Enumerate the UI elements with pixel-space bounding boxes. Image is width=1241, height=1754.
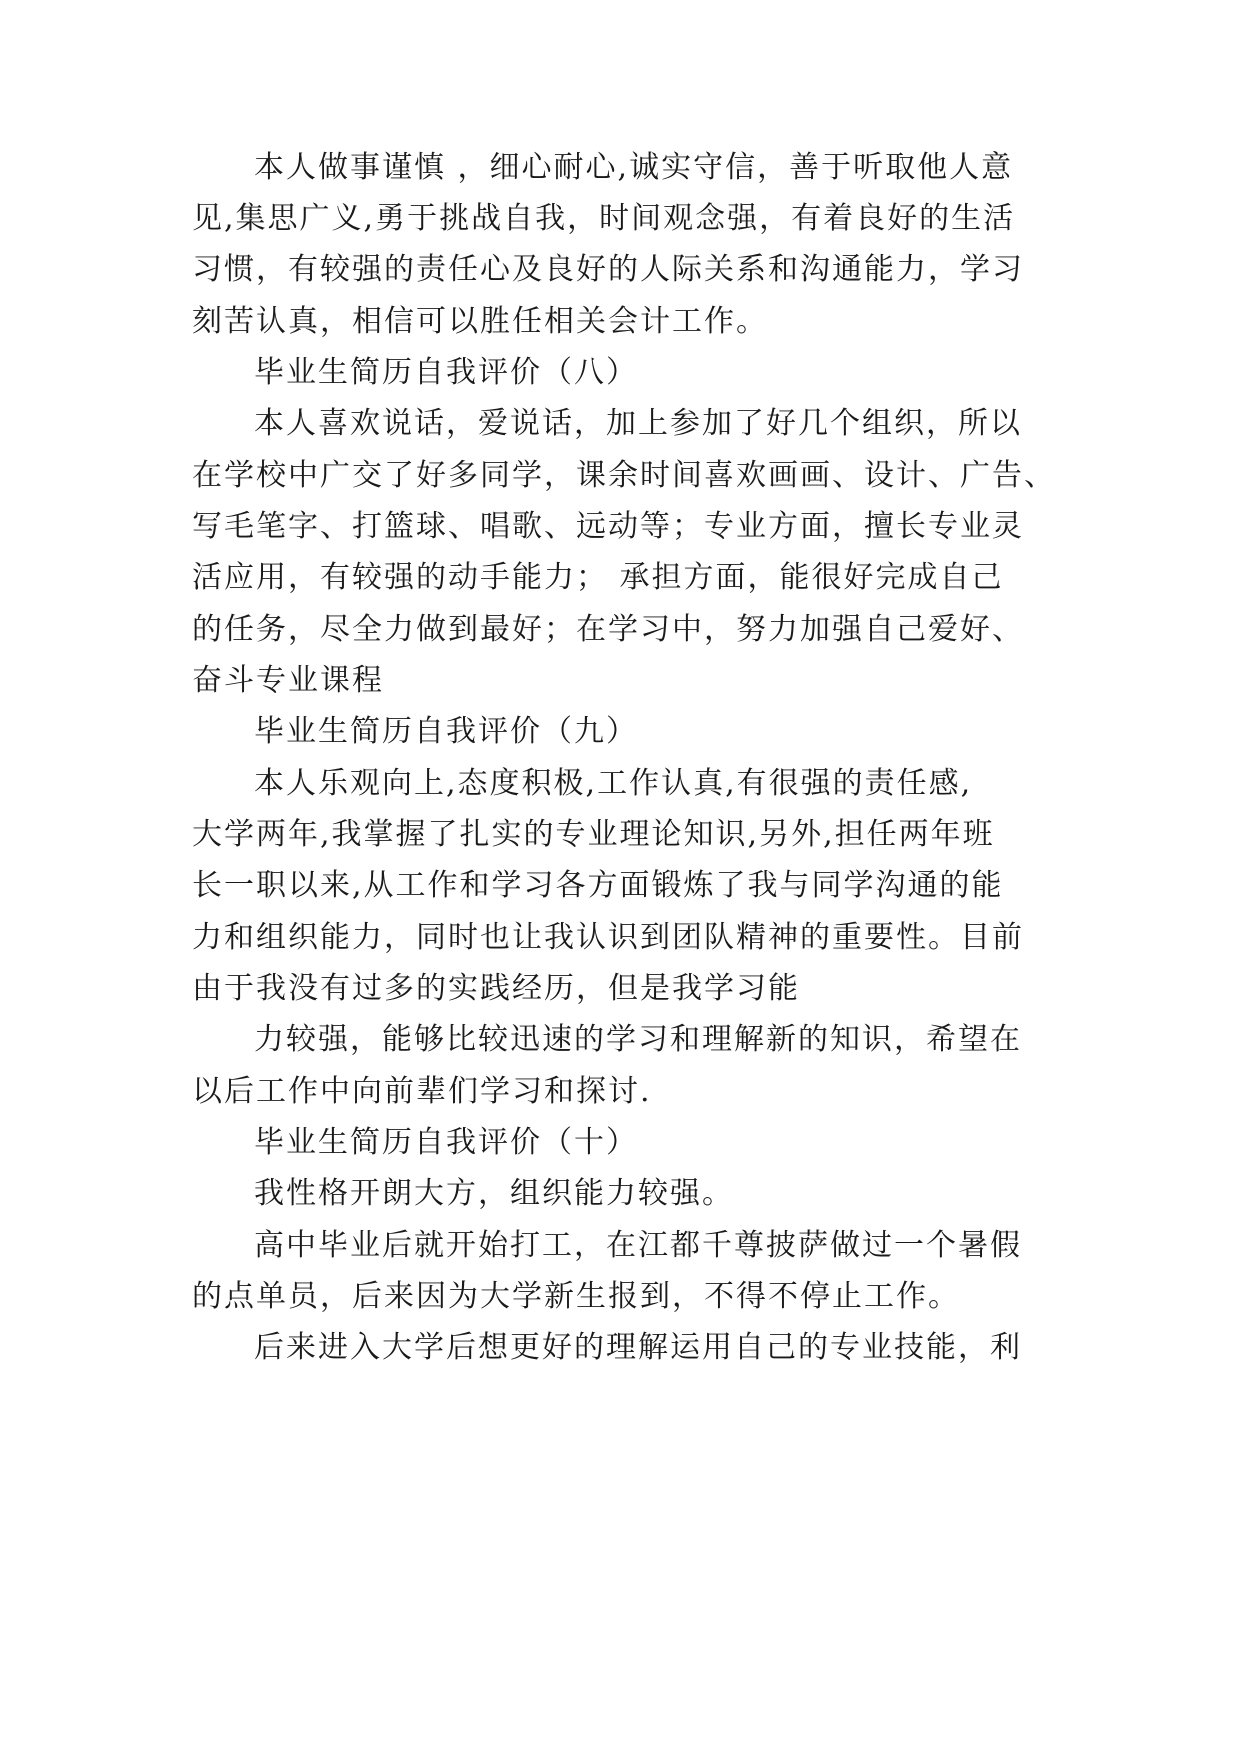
paragraph-line: 长一职以来,从工作和学习各方面锻炼了我与同学沟通的能 [192, 868, 1004, 903]
paragraph-line: 的任务，尽全力做到最好；在学习中，努力加强自己爱好、 [192, 612, 1024, 647]
paragraph-line: 力较强，能够比较迅速的学习和理解新的知识，希望在 [254, 1022, 1022, 1057]
paragraph-line: 后来进入大学后想更好的理解运用自己的专业技能，利 [254, 1330, 1022, 1365]
paragraph-line: 本人喜欢说话，爱说话，加上参加了好几个组织，所以 [254, 406, 1022, 441]
section-heading: 毕业生简历自我评价（九） [254, 714, 638, 749]
section-heading: 毕业生简历自我评价（八） [254, 355, 638, 390]
paragraph-line: 活应用，有较强的动手能力； 承担方面，能很好完成自己 [192, 560, 1004, 595]
paragraph-line: 见,集思广义,勇于挑战自我，时间观念强，有着良好的生活 [192, 201, 1016, 236]
paragraph-line: 奋斗专业课程 [192, 663, 384, 698]
paragraph-line: 在学校中广交了好多同学，课余时间喜欢画画、设计、广告、 [192, 458, 1056, 493]
paragraph-line: 习惯，有较强的责任心及良好的人际关系和沟通能力，学习 [192, 252, 1024, 287]
paragraph-line: 的点单员，后来因为大学新生报到，不得不停止工作。 [192, 1279, 960, 1314]
paragraph-line: 刻苦认真，相信可以胜任相关会计工作。 [192, 304, 768, 339]
paragraph-line: 以后工作中向前辈们学习和探讨. [192, 1074, 652, 1109]
paragraph-line: 力和组织能力，同时也让我认识到团队精神的重要性。目前 [192, 920, 1024, 955]
paragraph-line: 高中毕业后就开始打工，在江都千尊披萨做过一个暑假 [254, 1228, 1022, 1263]
paragraph-line: 我性格开朗大方，组织能力较强。 [254, 1176, 734, 1211]
paragraph-line: 由于我没有过多的实践经历，但是我学习能 [192, 971, 800, 1006]
section-heading: 毕业生简历自我评价（十） [254, 1125, 638, 1160]
paragraph-line: 大学两年,我掌握了扎实的专业理论知识,另外,担任两年班 [192, 817, 995, 852]
paragraph-line: 本人做事谨慎 ，细心耐心,诚实守信，善于听取他人意 [254, 150, 1014, 185]
paragraph-line: 写毛笔字、打篮球、唱歌、远动等；专业方面，擅长专业灵 [192, 509, 1024, 544]
paragraph-line: 本人乐观向上,态度积极,工作认真,有很强的责任感, [254, 766, 973, 801]
